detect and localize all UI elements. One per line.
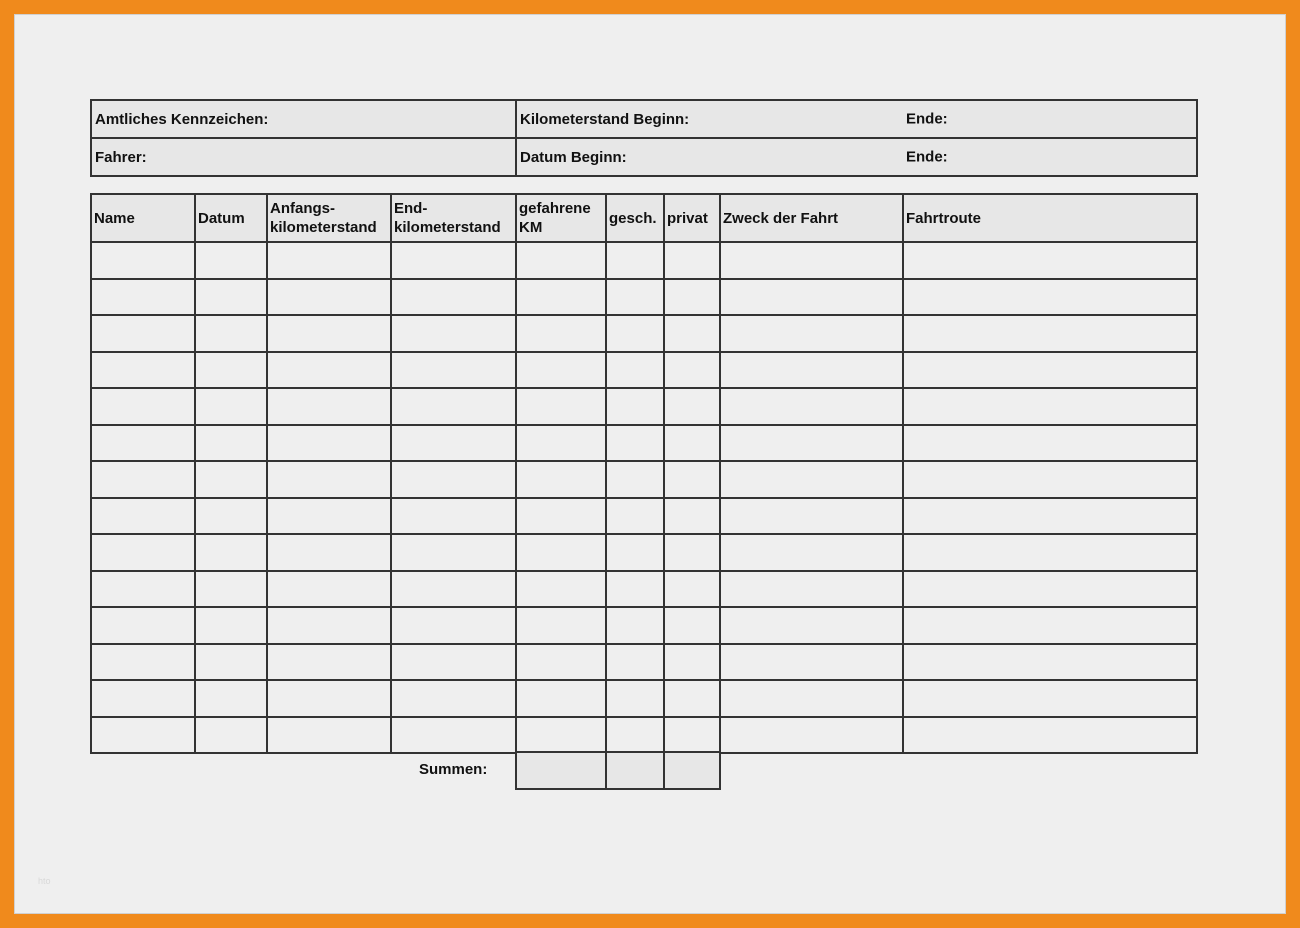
- table-cell[interactable]: [606, 644, 664, 681]
- plate-field[interactable]: Amtliches Kennzeichen:: [91, 100, 516, 138]
- table-cell[interactable]: [195, 534, 267, 571]
- table-cell[interactable]: [664, 279, 720, 316]
- table-cell[interactable]: [391, 388, 516, 425]
- table-cell[interactable]: [195, 607, 267, 644]
- table-cell[interactable]: [720, 388, 903, 425]
- table-cell[interactable]: [903, 315, 1197, 352]
- table-cell[interactable]: [195, 571, 267, 608]
- table-cell[interactable]: [606, 242, 664, 279]
- table-cell[interactable]: [664, 644, 720, 681]
- logbook-header-row: [91, 194, 1197, 242]
- table-cell[interactable]: [720, 315, 903, 352]
- table-cell[interactable]: [664, 315, 720, 352]
- table-cell[interactable]: [391, 571, 516, 608]
- table-cell[interactable]: [195, 425, 267, 462]
- column-header-line2: KM: [519, 219, 543, 236]
- table-cell[interactable]: [903, 388, 1197, 425]
- table-cell[interactable]: [195, 315, 267, 352]
- table-cell[interactable]: [391, 607, 516, 644]
- table-cell[interactable]: [195, 498, 267, 535]
- table-cell[interactable]: [267, 534, 391, 571]
- column-header-line1: Anfangs-: [270, 200, 335, 217]
- table-cell[interactable]: [391, 242, 516, 279]
- table-cell[interactable]: [91, 571, 195, 608]
- column-header-line2: kilometerstand: [394, 219, 501, 236]
- table-cell[interactable]: [267, 352, 391, 389]
- table-cell[interactable]: [606, 352, 664, 389]
- table-cell[interactable]: [606, 571, 664, 608]
- table-cell[interactable]: [391, 352, 516, 389]
- table-cell[interactable]: [720, 498, 903, 535]
- table-cell[interactable]: [720, 352, 903, 389]
- table-cell[interactable]: [391, 498, 516, 535]
- table-cell[interactable]: [267, 315, 391, 352]
- table-cell[interactable]: [267, 425, 391, 462]
- table-cell[interactable]: [267, 607, 391, 644]
- table-cell[interactable]: [606, 388, 664, 425]
- table-cell[interactable]: [664, 242, 720, 279]
- table-cell[interactable]: [91, 534, 195, 571]
- table-row: [91, 352, 1197, 389]
- table-cell[interactable]: [720, 571, 903, 608]
- table-row: [91, 279, 1197, 316]
- date-start-label: Datum Beginn:: [520, 148, 627, 166]
- driver-field[interactable]: Fahrer:: [91, 138, 516, 176]
- km-end-label: Ende:: [906, 110, 948, 128]
- table-cell[interactable]: [720, 680, 903, 717]
- table-cell[interactable]: [267, 717, 391, 754]
- table-cell[interactable]: [391, 425, 516, 462]
- table-cell[interactable]: [91, 461, 195, 498]
- table-cell[interactable]: [195, 461, 267, 498]
- table-cell[interactable]: [606, 534, 664, 571]
- table-cell[interactable]: [516, 498, 606, 535]
- table-row: [91, 717, 1197, 754]
- table-cell[interactable]: [664, 352, 720, 389]
- column-header-line2: kilometerstand: [270, 219, 377, 236]
- table-cell[interactable]: [720, 717, 903, 754]
- table-cell[interactable]: [664, 534, 720, 571]
- table-cell[interactable]: [91, 242, 195, 279]
- table-cell[interactable]: [267, 461, 391, 498]
- table-cell[interactable]: [91, 607, 195, 644]
- table-cell[interactable]: [195, 352, 267, 389]
- column-header-0: [91, 194, 195, 242]
- table-cell[interactable]: [606, 315, 664, 352]
- table-cell[interactable]: [664, 461, 720, 498]
- logbook-table: [90, 193, 1198, 754]
- table-cell[interactable]: [267, 680, 391, 717]
- sum-privat[interactable]: [664, 752, 720, 789]
- table-cell[interactable]: [516, 534, 606, 571]
- table-cell[interactable]: [516, 425, 606, 462]
- table-cell[interactable]: [606, 498, 664, 535]
- table-cell[interactable]: [91, 680, 195, 717]
- table-cell[interactable]: [903, 644, 1197, 681]
- table-cell[interactable]: [267, 498, 391, 535]
- watermark: hto: [38, 876, 51, 886]
- table-row: [91, 607, 1197, 644]
- table-cell[interactable]: [391, 315, 516, 352]
- table-cell[interactable]: [720, 242, 903, 279]
- table-cell[interactable]: [720, 607, 903, 644]
- table-cell[interactable]: [720, 279, 903, 316]
- table-cell[interactable]: [720, 425, 903, 462]
- sum-geschaeftlich[interactable]: [606, 752, 664, 789]
- table-cell[interactable]: [516, 717, 606, 754]
- table-cell[interactable]: [195, 242, 267, 279]
- table-cell[interactable]: [195, 717, 267, 754]
- table-row: [91, 425, 1197, 462]
- column-header-line1: gesch.: [609, 209, 657, 227]
- table-cell[interactable]: [903, 279, 1197, 316]
- table-row: [91, 534, 1197, 571]
- table-row: [91, 388, 1197, 425]
- table-cell[interactable]: [606, 717, 664, 754]
- column-header-line1: privat: [667, 209, 708, 227]
- table-cell[interactable]: [903, 680, 1197, 717]
- table-row: [91, 315, 1197, 352]
- table-cell[interactable]: [516, 315, 606, 352]
- table-cell[interactable]: [606, 680, 664, 717]
- date-field[interactable]: [516, 138, 1197, 176]
- table-cell[interactable]: [720, 534, 903, 571]
- table-cell[interactable]: [664, 717, 720, 754]
- table-cell[interactable]: [903, 242, 1197, 279]
- column-header-line1: Datum: [198, 209, 245, 227]
- column-header-line1: Name: [94, 209, 135, 227]
- table-cell[interactable]: [516, 607, 606, 644]
- column-header-7: [720, 194, 903, 242]
- table-cell[interactable]: [195, 279, 267, 316]
- table-row: [91, 242, 1197, 279]
- table-row: [91, 644, 1197, 681]
- table-cell[interactable]: [91, 315, 195, 352]
- date-end-label: Ende:: [906, 148, 948, 166]
- column-header-3: [391, 194, 516, 242]
- table-row: [91, 680, 1197, 717]
- table-cell[interactable]: [516, 461, 606, 498]
- table-cell[interactable]: [903, 352, 1197, 389]
- table-cell[interactable]: [516, 571, 606, 608]
- table-cell[interactable]: [91, 352, 195, 389]
- table-cell[interactable]: [195, 680, 267, 717]
- table-cell[interactable]: [664, 425, 720, 462]
- table-cell[interactable]: [91, 279, 195, 316]
- km-field[interactable]: [516, 100, 1197, 138]
- table-cell[interactable]: [391, 644, 516, 681]
- table-row: [91, 498, 1197, 535]
- table-cell[interactable]: [516, 680, 606, 717]
- table-cell[interactable]: [516, 279, 606, 316]
- table-cell[interactable]: [606, 279, 664, 316]
- table-cell[interactable]: [91, 425, 195, 462]
- table-cell[interactable]: [664, 388, 720, 425]
- table-cell[interactable]: [91, 388, 195, 425]
- table-row: [91, 461, 1197, 498]
- column-header-line1: Zweck der Fahrt: [723, 209, 839, 227]
- table-cell[interactable]: [516, 388, 606, 425]
- table-cell[interactable]: [516, 644, 606, 681]
- table-cell[interactable]: [516, 242, 606, 279]
- sum-gefahrene-km[interactable]: [516, 752, 606, 789]
- sums-label: Summen:: [419, 761, 488, 778]
- table-cell[interactable]: [664, 607, 720, 644]
- table-cell[interactable]: [267, 388, 391, 425]
- vehicle-info-table: [90, 99, 1198, 177]
- column-header-line1: gefahrene: [519, 200, 591, 217]
- table-cell[interactable]: [391, 279, 516, 316]
- info-row-plate: [91, 100, 1197, 138]
- table-cell[interactable]: [391, 717, 516, 754]
- column-header-6: [664, 194, 720, 242]
- table-cell[interactable]: [91, 644, 195, 681]
- table-cell[interactable]: [903, 498, 1197, 535]
- table-cell[interactable]: [391, 534, 516, 571]
- column-header-4: [516, 194, 606, 242]
- column-header-1: [195, 194, 267, 242]
- table-row: [91, 571, 1197, 608]
- table-cell[interactable]: [720, 461, 903, 498]
- column-header-8: [903, 194, 1197, 242]
- table-cell[interactable]: [267, 571, 391, 608]
- table-cell[interactable]: [903, 607, 1197, 644]
- table-cell[interactable]: [606, 461, 664, 498]
- km-start-label: Kilometerstand Beginn:: [520, 110, 690, 128]
- column-header-line1: Fahrtroute: [906, 209, 981, 227]
- table-cell[interactable]: [903, 717, 1197, 754]
- column-header-line1: End-: [394, 200, 428, 217]
- table-cell[interactable]: [903, 425, 1197, 462]
- table-cell[interactable]: [664, 680, 720, 717]
- column-header-5: [606, 194, 664, 242]
- table-cell[interactable]: [267, 644, 391, 681]
- table-cell[interactable]: [606, 607, 664, 644]
- table-cell[interactable]: [267, 242, 391, 279]
- table-cell[interactable]: [391, 680, 516, 717]
- table-cell[interactable]: [720, 644, 903, 681]
- table-cell[interactable]: [903, 534, 1197, 571]
- table-cell[interactable]: [664, 571, 720, 608]
- table-cell[interactable]: [91, 498, 195, 535]
- info-row-driver: [91, 138, 1197, 176]
- table-cell[interactable]: [195, 644, 267, 681]
- table-cell[interactable]: [391, 461, 516, 498]
- table-cell[interactable]: [606, 425, 664, 462]
- column-header-2: [267, 194, 391, 242]
- table-cell[interactable]: [903, 571, 1197, 608]
- table-cell[interactable]: [664, 498, 720, 535]
- table-cell[interactable]: [903, 461, 1197, 498]
- sums-table: [515, 751, 721, 790]
- table-cell[interactable]: [267, 279, 391, 316]
- table-cell[interactable]: [516, 352, 606, 389]
- table-cell[interactable]: [91, 717, 195, 754]
- table-cell[interactable]: [195, 388, 267, 425]
